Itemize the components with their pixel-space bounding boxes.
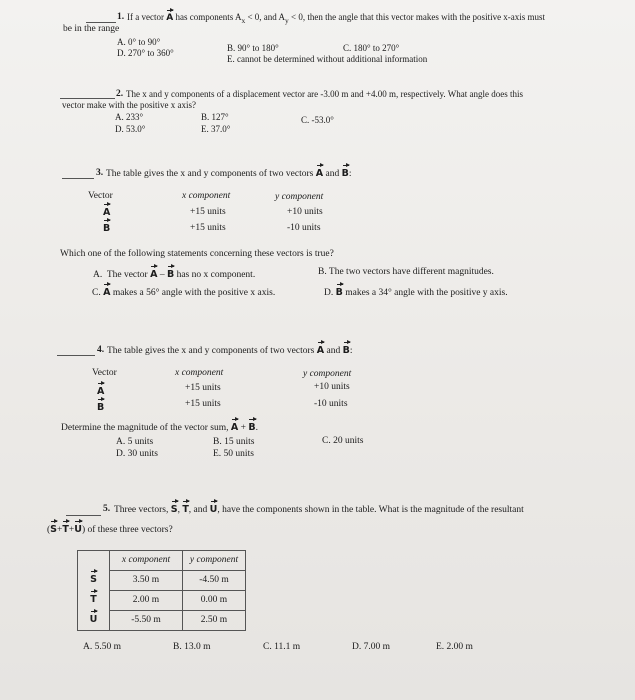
vector-b-symbol: B [342, 345, 350, 356]
q1-option-b[interactable]: B. 90° to 180° [227, 43, 279, 53]
q5-option-e[interactable]: E. 2.00 m [436, 642, 473, 652]
table-row [78, 591, 246, 611]
vector-b-symbol: B [341, 168, 349, 179]
q5-row-s-vector: S [78, 571, 110, 591]
q5-table [77, 550, 246, 631]
q3-row-b-x: +15 units [190, 223, 226, 233]
q5-header-y: y component [183, 551, 246, 571]
q4-row-a-x: +15 units [185, 383, 221, 393]
q5-row-s-y: -4.50 m [183, 571, 246, 591]
q1-option-d[interactable]: D. 270° to 360° [117, 48, 174, 58]
q1-stem-line2: be in the range [63, 24, 120, 34]
q3-option-a[interactable]: A. The vector A – B has no x component. [93, 269, 256, 280]
q5-option-a[interactable]: A. 5.50 m [83, 642, 121, 652]
q1-number: 1. [117, 12, 125, 22]
q1-option-a[interactable]: A. 0° to 90° [117, 37, 161, 47]
q3-option-d[interactable]: D. B makes a 34° angle with the positive y axis. [324, 287, 508, 298]
q2-option-d[interactable]: D. 53.0° [115, 124, 146, 134]
q3-row-b-vector: B [103, 223, 111, 234]
q4-option-b[interactable]: B. 15 units [213, 437, 255, 447]
q5-row-u-vector: U [78, 611, 110, 631]
q2-stem-line2: vector make with the positive x axis? [62, 100, 196, 110]
q4-option-e[interactable]: E. 50 units [213, 449, 254, 459]
q4-row-a-y: +10 units [314, 382, 350, 392]
q1-option-e[interactable]: E. cannot be determined without additional information [227, 54, 428, 64]
q3-header-y: y component [275, 192, 324, 202]
q2-option-b[interactable]: B. 127° [201, 112, 229, 122]
q4-row-b-x: +15 units [185, 399, 221, 409]
q1-answer-blank[interactable] [86, 22, 116, 23]
q5-header-x: x component [110, 551, 183, 571]
q3-answer-blank[interactable] [62, 178, 94, 179]
q3-row-a-vector: A [103, 207, 111, 218]
q3-option-b[interactable]: B. The two vectors have different magnitudes. [318, 267, 494, 277]
q4-answer-blank[interactable] [57, 355, 95, 356]
q4-row-a-vector: A [97, 386, 105, 397]
q2-number: 2. [116, 89, 124, 99]
q3-question: Which one of the following statements concerning these vectors is true? [60, 249, 334, 259]
q2-answer-blank[interactable] [60, 98, 115, 99]
q5-number: 5. [103, 504, 111, 514]
q5-option-d[interactable]: D. 7.00 m [352, 642, 390, 652]
q3-stem: The table gives the x and y components of two vectors A and B: [106, 168, 352, 179]
q5-stem: Three vectors, S, T, and U, have the components shown in the table. What is the magnitude of the resultant [114, 504, 524, 515]
q3-option-c[interactable]: C. A makes a 56° angle with the positive x axis. [92, 287, 276, 298]
q5-answer-blank[interactable] [66, 515, 101, 516]
q5-row-u-y: 2.50 m [183, 611, 246, 631]
q1-stem: If a vector A has components $A_x < 0$, and $A_y < 0$, then the angle that this vector makes with the positive x-axis must [127, 12, 546, 25]
vector-a-symbol: A [166, 13, 174, 23]
q5-option-b[interactable]: B. 13.0 m [173, 642, 211, 652]
q4-row-b-vector: B [97, 402, 105, 413]
q2-option-e[interactable]: E. 37.0° [201, 124, 231, 134]
vector-a-symbol: A [315, 168, 324, 179]
q4-question: Determine the magnitude of the vector sum, A + B. [61, 422, 258, 433]
q3-header-x: x component [182, 191, 231, 201]
q3-header-vector: Vector [88, 191, 113, 201]
q5-row-t-vector: T [78, 591, 110, 611]
table-row [78, 551, 246, 571]
q5-row-u-x: -5.50 m [110, 611, 183, 631]
q4-option-d[interactable]: D. 30 units [116, 449, 158, 459]
q4-header-vector: Vector [92, 368, 117, 378]
q4-header-x: x component [175, 368, 224, 378]
q5-stem-line2: (S+T+U) of these three vectors? [47, 524, 173, 535]
q2-option-a[interactable]: A. 233° [115, 112, 144, 122]
q3-number: 3. [96, 168, 104, 178]
q4-option-c[interactable]: C. 20 units [322, 436, 364, 446]
q4-header-y: y component [303, 369, 352, 379]
table-row [78, 571, 246, 591]
q5-row-t-x: 2.00 m [110, 591, 183, 611]
q4-number: 4. [97, 345, 105, 355]
q2-option-c[interactable]: C. -53.0° [301, 115, 334, 125]
q5-row-t-y: 0.00 m [183, 591, 246, 611]
q4-stem: The table gives the x and y components of two vectors A and B: [107, 345, 353, 356]
q3-row-a-x: +15 units [190, 207, 226, 217]
vector-a-symbol: A [316, 345, 325, 356]
q4-row-b-y: -10 units [314, 399, 348, 409]
q3-row-a-y: +10 units [287, 207, 323, 217]
table-row [78, 611, 246, 631]
q5-option-c[interactable]: C. 11.1 m [263, 642, 301, 652]
q5-row-s-x: 3.50 m [110, 571, 183, 591]
q4-option-a[interactable]: A. 5 units [116, 437, 154, 447]
q3-row-b-y: -10 units [287, 223, 321, 233]
q1-option-c[interactable]: C. 180° to 270° [343, 43, 400, 53]
q2-stem: The x and y components of a displacement vector are -3.00 m and +4.00 m, respectively. What angle does this [126, 89, 523, 99]
